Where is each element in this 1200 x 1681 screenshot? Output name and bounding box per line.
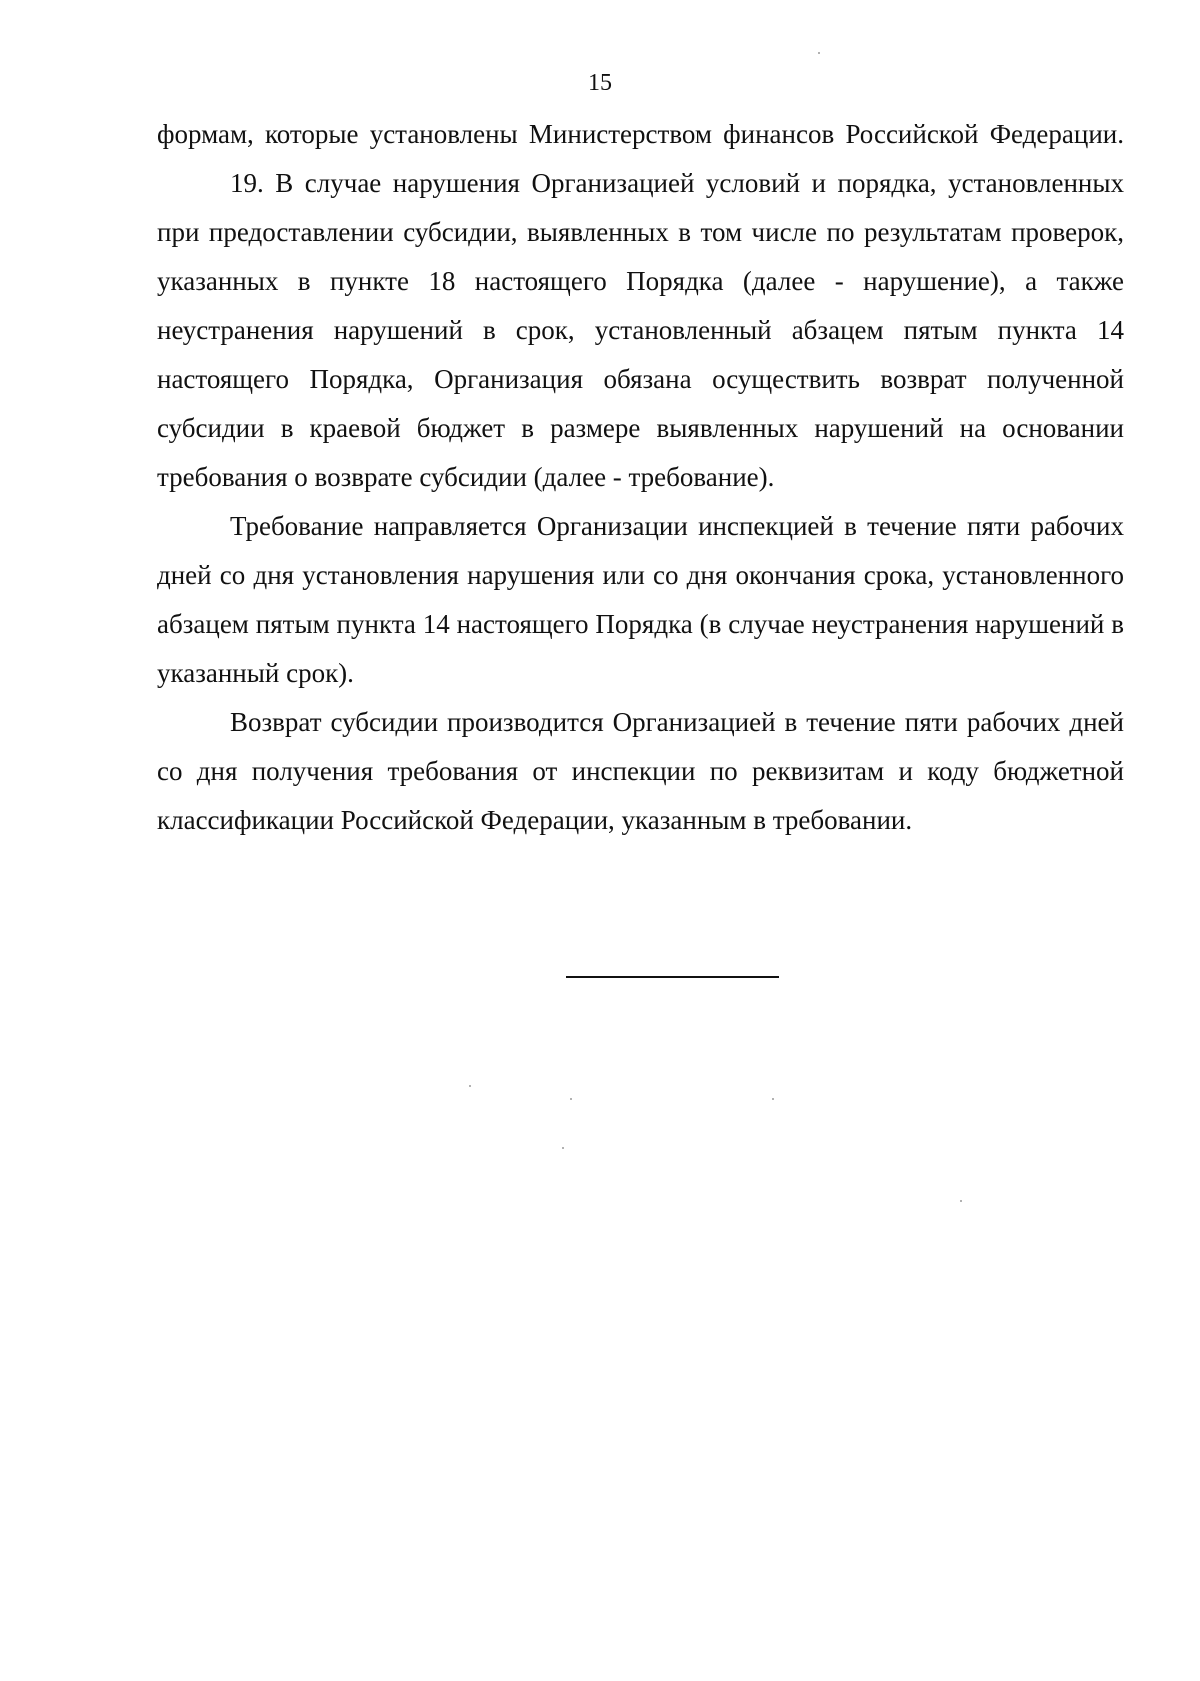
page-number: 15 (588, 70, 612, 96)
scan-speck (469, 1085, 471, 1087)
paragraph-clause-19: 19. В случае нарушения Организацией условий и порядка, установленных при предоставлении субсидии, выявленных в том числе по результатам проверок, указанных в пункте 18 настоящего Порядка (далее - нарушение), а также неустранения нарушений в срок, установленный абзацем пятым пункта 14 настоящего Порядка, Организация обязана осуществить возврат полученной субсидии в краевой бюджет в размере выявленных нарушений на основании требования о возврате субсидии (далее - требование). (157, 168, 1124, 492)
paragraph-requirement: Требование направляется Организации инспекцией в течение пяти рабочих дней со дня установления нарушения или со дня окончания срока, установленного абзацем пятым пункта 14 настоящего Порядка (в случае неустранения нарушений в указанный срок). (157, 511, 1124, 688)
closing-rule (566, 976, 779, 978)
scan-speck (772, 1098, 774, 1100)
scan-speck (562, 1147, 564, 1149)
scan-speck (960, 1200, 962, 1202)
document-body (157, 110, 1124, 845)
paragraph-subsidy-return: Возврат субсидии производится Организацией в течение пяти рабочих дней со дня получения требования от инспекции по реквизитам и коду бюджетной классификации Российской Федерации, указанным в требовании. (157, 707, 1124, 835)
scan-speck (570, 1098, 572, 1100)
paragraph-continuation: формам, которые установлены Министерством финансов Российской Федерации. (157, 119, 1124, 149)
scan-speck (818, 52, 820, 54)
